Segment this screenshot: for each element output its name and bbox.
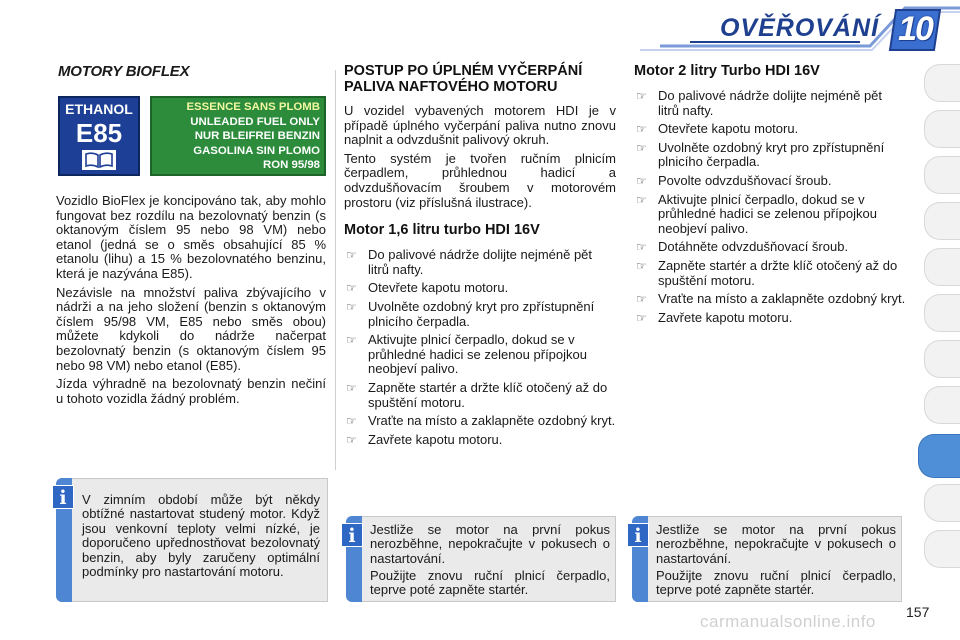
step-text: Uvolněte ozdobný kryt pro zpřístupnění plnicího čerpadla. [368,298,595,329]
chapter-tab[interactable] [924,294,960,332]
chapter-tab[interactable] [924,156,960,194]
paragraph: Tento systém je tvořen ručním plnicím čerpadlem, průhlednou hadicí a odvzdušňovacím šroubem v motorovém prostoru (viz příslušná ilustrace). [344,150,616,210]
column-engine-2l [634,63,906,329]
list-item [634,174,906,189]
list-item [344,300,616,329]
list-item [634,292,906,307]
list-item [634,240,906,255]
step-text: Do palivové nádrže dolijte nejméně pět litrů nafty. [658,88,883,118]
list-item [344,433,616,448]
column-divider [335,70,336,470]
chapter-tab[interactable] [924,202,960,240]
pointing-hand-icon: ☞ [636,122,647,137]
pointing-hand-icon: ☞ [346,281,357,296]
info-text: Použijte znovu ruční plnicí čerpadlo, teprve poté zapněte startér. [370,568,610,598]
fuel-label-line: RON 95/98 [263,159,320,172]
paragraph: Jízda výhradně na bezolovnatý benzin nečiní u tohoto vozidla žádný problém. [56,376,326,406]
subtitle-engine-16: Motor 1,6 litru turbo HDI 16V [344,222,540,239]
list-item [344,333,616,377]
fuel-label-line: UNLEADED FUEL ONLY [190,115,320,128]
pointing-hand-icon: ☞ [636,258,647,273]
step-text: Dotáhněte odvzdušňovací šroub. [658,239,849,255]
book-icon [82,150,116,170]
chapter-tabs [918,64,960,564]
pointing-hand-icon: ☞ [636,192,647,207]
chapter-number: 10 [898,10,932,48]
chapter-tab[interactable] [924,110,960,148]
pointing-hand-icon: ☞ [636,292,647,307]
list-item [634,122,906,137]
pointing-hand-icon: ☞ [346,248,357,263]
fuel-label-line: ESSENCE SANS PLOMB [186,101,320,113]
page-number: 157 [906,604,930,620]
step-text: Otevřete kapotu motoru. [658,121,799,137]
chapter-badge [888,6,942,52]
e85-code: E85 [75,118,123,148]
page-header [0,0,960,56]
list-item [344,381,616,410]
ethanol-sticker [58,96,140,176]
section-title-bioflex: MOTORY BIOFLEX [58,63,190,80]
steps-list [344,248,616,447]
fuel-sticker [150,96,326,176]
section-title-diesel: POSTUP PO ÚPLNÉM VYČERPÁNÍ PALIVA NAFTOVÉHO MOTORU [344,63,583,95]
column-diesel-refill [344,63,616,451]
step-text: Otevřete kapotu motoru. [368,280,509,296]
subtitle-engine-2l: Motor 2 litry Turbo HDI 16V [634,63,820,79]
list-item [634,311,906,326]
step-text: Zavřete kapotu motoru. [658,309,793,325]
step-text: Aktivujte plnicí čerpadlo, dokud se v průhledné hadici se zelenou přípojkou neobjeví palivo. [658,191,877,236]
ethanol-word: ETHANOL [65,101,133,117]
chapter-title: OVĚŘOVÁNÍ [720,14,880,42]
step-text: Vraťte na místo a zaklapněte ozdobný kryt. [658,291,906,307]
list-item [344,248,616,277]
list-item [634,89,906,118]
pointing-hand-icon: ☞ [346,432,357,447]
list-item [634,259,906,288]
pointing-hand-icon: ☞ [636,310,647,325]
pointing-hand-icon: ☞ [346,333,357,348]
step-text: Do palivové nádrže dolijte nejméně pět litrů nafty. [368,247,593,277]
step-text: Povolte odvzdušňovací šroub. [658,172,832,188]
pointing-hand-icon: ☞ [346,414,357,429]
pointing-hand-icon: ☞ [346,380,357,395]
info-icon: i [627,523,649,547]
step-text: Zapněte startér a držte klíč otočený až do spuštění motoru. [658,257,898,288]
pointing-hand-icon: ☞ [636,140,647,155]
info-text: Použijte znovu ruční plnicí čerpadlo, teprve poté zapněte startér. [656,568,896,598]
chapter-tab[interactable] [924,484,960,522]
list-item [634,141,906,170]
chapter-tab[interactable] [924,64,960,102]
paragraph: U vozidel vybavených motorem HDI je v případě úplného vyčerpání paliva nutno znovu naplnit a odvzdušnit palivový okruh. [344,103,616,148]
pointing-hand-icon: ☞ [636,173,647,188]
watermark: carmanualsonline.info [700,612,876,631]
chapter-tab[interactable] [924,386,960,424]
fuel-label-line: GASOLINA SIN PLOMO [193,144,320,157]
chapter-tab-active[interactable] [918,434,960,478]
list-item [344,414,616,429]
chapter-tab[interactable] [924,248,960,286]
info-box-diesel-16 [362,516,616,602]
list-item [634,193,906,237]
info-text: Jestliže se motor na první pokus nerozběhne, nepokračujte v pokusech o nastartování. [656,522,896,566]
steps-list [634,89,906,325]
info-text: V zimním období může být někdy obtížné nastartovat studený motor. Když jsou venkovní teploty velmi nízké, je doporučeno upřednostňovat bezolovnatý benzin, aby byly zaručeny optimální podmínky pro nastartování motoru. [82,492,320,580]
pointing-hand-icon: ☞ [636,240,647,255]
step-text: Uvolněte ozdobný kryt pro zpřístupnění plnicího čerpadla. [658,139,885,170]
info-box-winter [72,478,328,602]
info-text: Jestliže se motor na první pokus nerozběhne, nepokračujte v pokusech o nastartování. [370,522,610,566]
paragraph: Vozidlo BioFlex je koncipováno tak, aby mohlo fungovat bez rozdílu na bezolovnatý benzin (s oktanovým číslem 95 nebo 98 VM) nebo etanol (jedná se o směs obsahující 85 % etanolu (lihu) a 15 % bezolovnatého benzinu, která je nazývána E85). [56,193,326,281]
info-box-diesel-2l [648,516,902,602]
pointing-hand-icon: ☞ [346,299,357,314]
step-text: Zavřete kapotu motoru. [368,431,503,447]
list-item [344,281,616,296]
step-text: Zapněte startér a držte klíč otočený až do spuštění motoru. [368,379,608,410]
chapter-tab[interactable] [924,530,960,568]
info-icon: i [52,485,74,509]
fuel-label-line: NUR BLEIFREI BENZIN [194,130,320,143]
column-bioflex [56,194,326,410]
info-icon: i [341,523,363,547]
step-text: Aktivujte plnicí čerpadlo, dokud se v průhledné hadici se zelenou přípojkou neobjeví palivo. [368,332,587,377]
step-text: Vraťte na místo a zaklapněte ozdobný kryt. [368,413,616,429]
pointing-hand-icon: ☞ [636,89,647,103]
paragraph: Nezávisle na množství paliva zbývajícího v nádrži a na jeho složení (benzin s oktanovým číslem 95/98 VM, E85 nebo směs obou) můžete kdykoli do nádrže načerpat bezolovnatý benzin (s oktanovým číslem 95 nebo 98 VM) nebo etanol (E85). [56,284,326,373]
chapter-tab[interactable] [924,340,960,378]
